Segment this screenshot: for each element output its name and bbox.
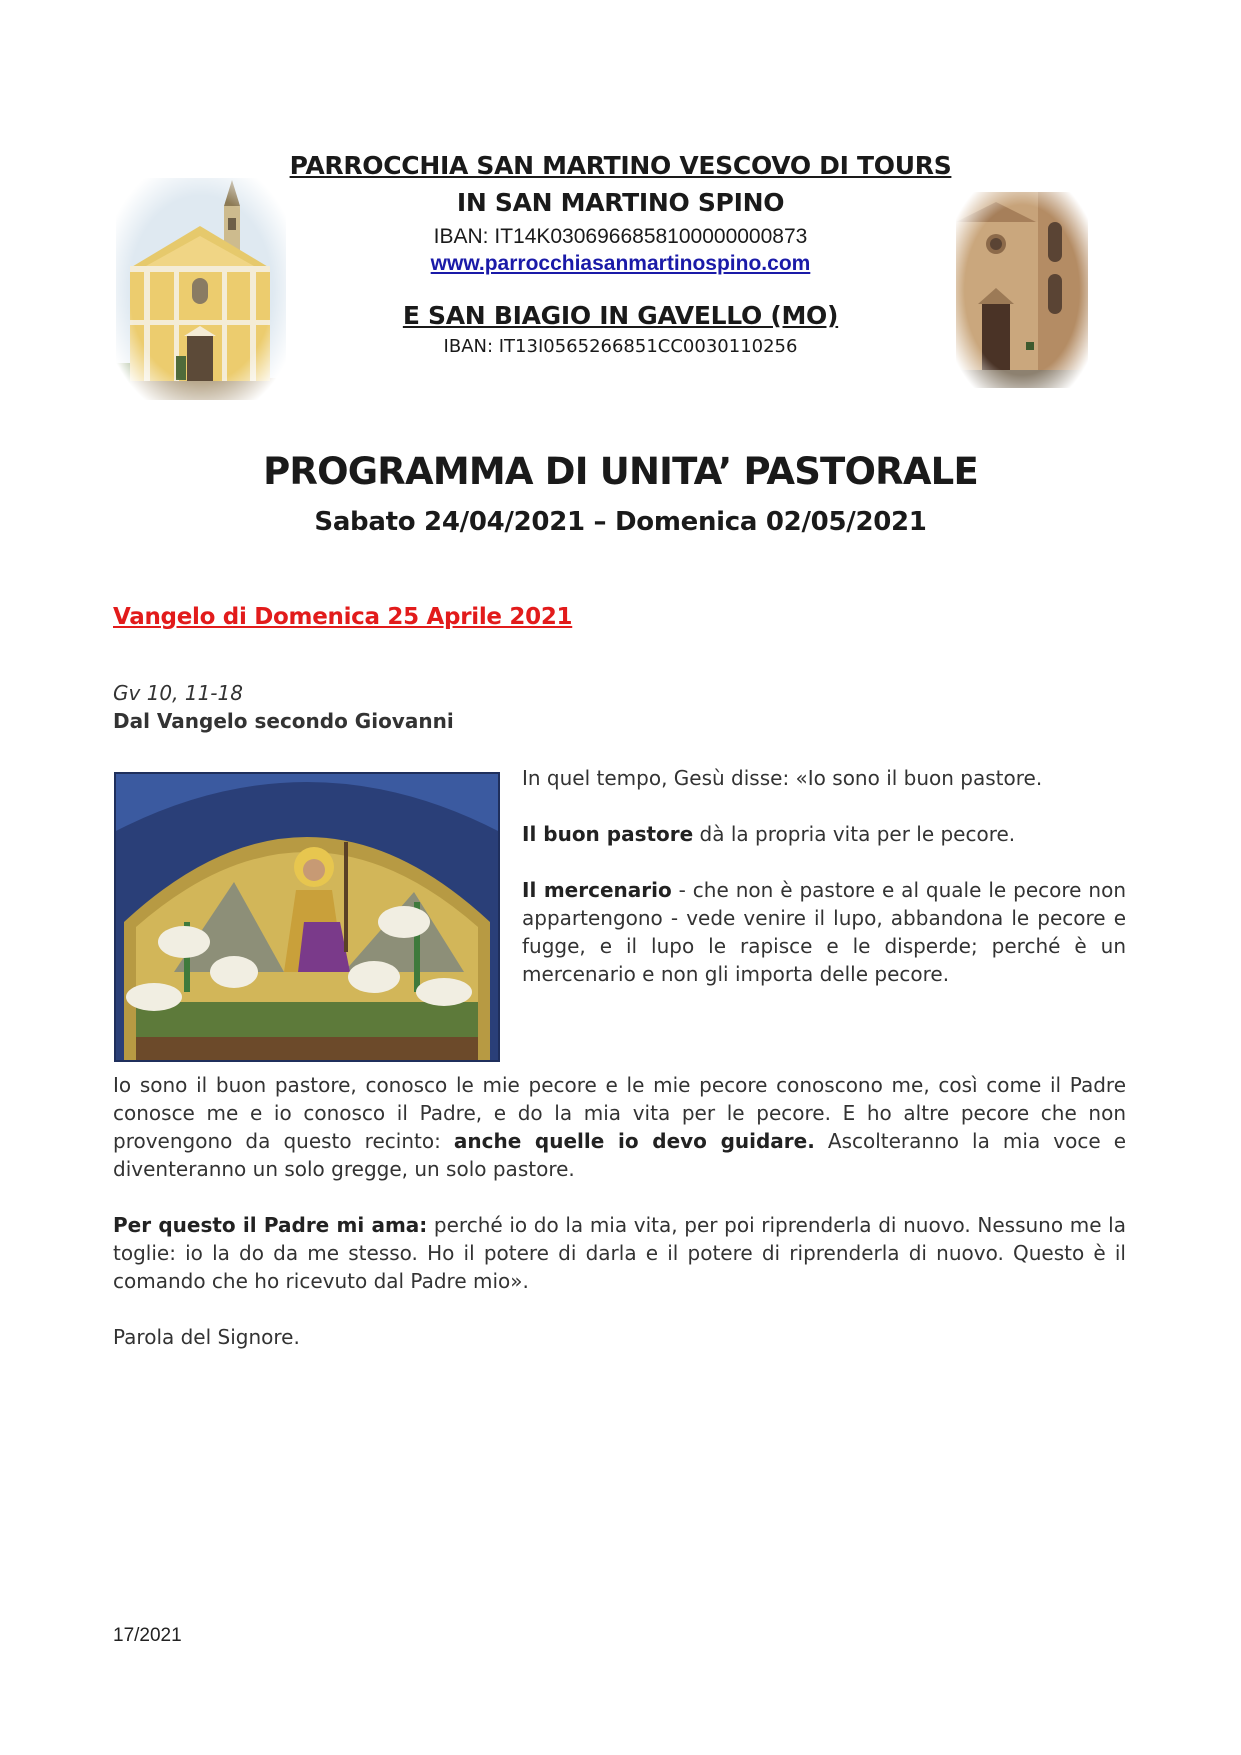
gospel-reference: Gv 10, 11-18 <box>113 681 243 705</box>
gospel-paragraph: Il mercenario - che non è pastore e al quale le pecore non appartengono - vede venire il lupo, abbandona le pecore e fugge, e il lupo le rapisce e le disperde; perché è un mercenario e non gli importa delle pecore. <box>522 878 1126 986</box>
church-san-martino-illustration <box>116 178 286 400</box>
second-parish-name: E SAN BIAGIO IN GAVELLO (MO) <box>402 301 839 330</box>
program-title: PROGRAMMA DI UNITA’ PASTORALE <box>263 450 978 493</box>
gospel-paragraph: Per questo il Padre mi ama: perché io do la mia vita, per poi riprenderla di nuovo. Nessuno me la toglie: io la do da me stesso. Ho il potere di darla e il potere di riprenderla di nuovo. Questo è il comando che ho ricevuto dal Padre mio». <box>113 1213 1126 1293</box>
program-dates: Sabato 24/04/2021 – Domenica 02/05/2021 <box>314 507 927 537</box>
gospel-paragraph: Io sono il buon pastore, conosco le mie pecore e le mie pecore conoscono me, così come il Padre conosce me e io conosco il Padre, e do la mia vita per le pecore. E ho altre pecore che non provengono da questo recinto: anche quelle io devo guidare. Ascolteranno la mia voce e diventeranno un solo gregge, un solo pastore. <box>113 1073 1127 1181</box>
gospel-text-full <box>113 1071 1126 1379</box>
church-san-martino-photo <box>116 178 286 400</box>
parish-location: IN SAN MARTINO SPINO <box>456 188 785 217</box>
church-san-biagio-illustration <box>956 192 1088 388</box>
gospel-paragraph: In quel tempo, Gesù disse: «Io sono il buon pastore. <box>522 766 1043 790</box>
gospel-source: Dal Vangelo secondo Giovanni <box>113 709 454 733</box>
good-shepherd-mosaic-illustration <box>114 772 500 1062</box>
second-parish-iban: IBAN: IT13I0565266851CC0030110256 <box>443 336 798 357</box>
gospel-paragraph: Il buon pastore dà la propria vita per le pecore. <box>522 822 1016 846</box>
church-san-biagio-photo <box>956 192 1088 388</box>
gospel-closing: Parola del Signore. <box>113 1325 300 1349</box>
parish-website-link[interactable]: www.parrocchiasanmartinospino.com <box>430 252 811 275</box>
good-shepherd-mosaic <box>114 772 500 1062</box>
parish-name: PARROCCHIA SAN MARTINO VESCOVO DI TOURS <box>289 151 952 180</box>
parish-iban: IBAN: IT14K0306966858100000000873 <box>433 225 808 248</box>
gospel-text-side <box>522 764 1126 1016</box>
issue-number: 17/2021 <box>113 1625 182 1646</box>
gospel-heading: Vangelo di Domenica 25 Aprile 2021 <box>113 604 573 630</box>
